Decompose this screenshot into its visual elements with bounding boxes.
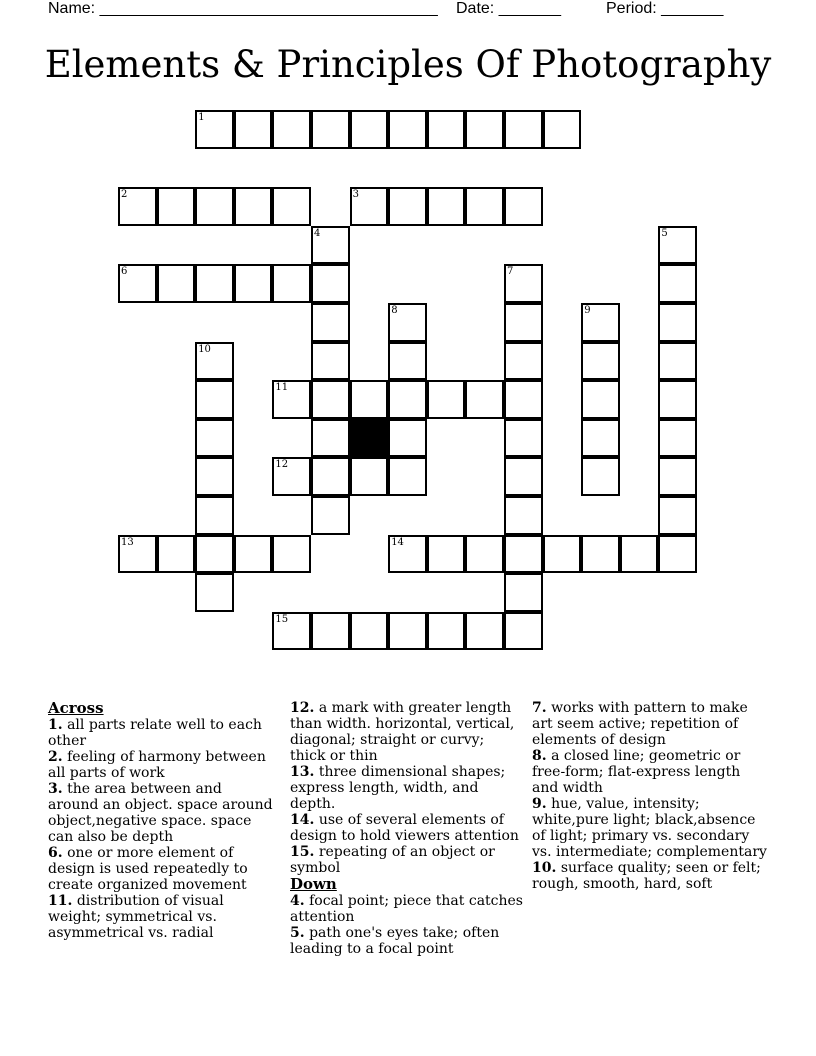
grid-cell[interactable] bbox=[388, 187, 427, 226]
grid-cell[interactable] bbox=[272, 187, 311, 226]
grid-cell[interactable] bbox=[350, 457, 389, 496]
clue-number-15: 15 bbox=[275, 613, 289, 625]
grid-cell[interactable] bbox=[311, 342, 350, 381]
date-field-label: Date: _______ bbox=[456, 0, 561, 17]
grid-cell[interactable] bbox=[543, 110, 582, 149]
clue-across-2: 2. feeling of harmony between all parts of work bbox=[48, 749, 266, 781]
grid-cell[interactable] bbox=[311, 496, 350, 535]
clue-down-9: 9. hue, value, intensity; white,pure light; black,absence of light; primary vs. secondary vs. intermediate; complementary bbox=[532, 796, 767, 860]
page-title: Elements & Principles Of Photography bbox=[44, 43, 772, 86]
grid-cell[interactable] bbox=[311, 303, 350, 342]
grid-cell[interactable] bbox=[504, 573, 543, 612]
grid-cell[interactable] bbox=[157, 264, 196, 303]
grid-cell[interactable] bbox=[311, 264, 350, 303]
grid-cell[interactable] bbox=[388, 380, 427, 419]
clues-column-3 bbox=[532, 700, 768, 892]
grid-cell[interactable] bbox=[388, 457, 427, 496]
grid-cell[interactable] bbox=[388, 612, 427, 651]
grid-cell[interactable] bbox=[388, 419, 427, 458]
clue-across-1: 1. all parts relate well to each other bbox=[48, 717, 262, 749]
period-field-label: Period: _______ bbox=[606, 0, 724, 17]
grid-cell[interactable] bbox=[350, 110, 389, 149]
grid-cell[interactable] bbox=[311, 612, 350, 651]
grid-cell[interactable] bbox=[195, 264, 234, 303]
grid-cell[interactable] bbox=[543, 535, 582, 574]
clue-number-6: 6 bbox=[121, 266, 128, 278]
grid-cell[interactable] bbox=[504, 419, 543, 458]
grid-cell[interactable] bbox=[465, 380, 504, 419]
grid-cell[interactable] bbox=[234, 187, 273, 226]
grid-cell[interactable] bbox=[504, 457, 543, 496]
grid-cell[interactable] bbox=[504, 303, 543, 342]
clue-number-9: 9 bbox=[584, 305, 591, 316]
grid-cell[interactable] bbox=[234, 535, 273, 574]
clue-number-7: 7 bbox=[507, 266, 514, 278]
grid-cell[interactable] bbox=[350, 612, 389, 651]
grid-cell[interactable] bbox=[311, 110, 350, 149]
grid-cell[interactable] bbox=[234, 264, 273, 303]
grid-cell[interactable] bbox=[465, 187, 504, 226]
across-heading: Across bbox=[48, 699, 104, 717]
grid-cell[interactable] bbox=[388, 110, 427, 149]
grid-cell[interactable] bbox=[581, 342, 620, 381]
clue-number-8: 8 bbox=[391, 305, 398, 316]
grid-cell[interactable] bbox=[504, 110, 543, 149]
grid-cell[interactable] bbox=[658, 419, 697, 458]
clue-down-4: 4. focal point; piece that catches attention bbox=[290, 893, 523, 925]
clue-number-13: 13 bbox=[121, 536, 134, 548]
grid-cell[interactable] bbox=[465, 110, 504, 149]
grid-cell[interactable] bbox=[388, 342, 427, 381]
grid-cell[interactable] bbox=[350, 380, 389, 419]
clue-down-8: 8. a closed line; geometric or free-form; flat-express length and width bbox=[532, 748, 741, 796]
grid-cell[interactable] bbox=[581, 535, 620, 574]
grid-cell[interactable] bbox=[195, 573, 234, 612]
grid-cell[interactable] bbox=[427, 535, 466, 574]
clue-down-7: 7. works with pattern to make art seem active; repetition of elements of design bbox=[532, 700, 748, 748]
clue-across-12: 12. a mark with greater length than width. horizontal, vertical, diagonal; straight or curvy; thick or thin bbox=[290, 700, 515, 764]
grid-cell[interactable] bbox=[195, 187, 234, 226]
grid-cell[interactable] bbox=[195, 535, 234, 574]
grid-cell[interactable] bbox=[465, 535, 504, 574]
grid-cell[interactable] bbox=[427, 380, 466, 419]
clues-column-2 bbox=[290, 700, 524, 957]
down-heading: Down bbox=[290, 875, 337, 893]
grid-cell[interactable] bbox=[157, 535, 196, 574]
clue-across-14: 14. use of several elements of design to hold viewers attention bbox=[290, 812, 519, 844]
grid-cell[interactable] bbox=[311, 380, 350, 419]
grid-cell[interactable] bbox=[581, 419, 620, 458]
clue-across-13: 13. three dimensional shapes; express length, width, and depth. bbox=[290, 764, 506, 812]
grid-cell[interactable] bbox=[234, 110, 273, 149]
grid-cell[interactable] bbox=[658, 380, 697, 419]
clue-across-6: 6. one or more element of design is used repeatedly to create organized movement bbox=[48, 845, 248, 893]
grid-cell[interactable] bbox=[311, 419, 350, 458]
grid-cell[interactable] bbox=[195, 496, 234, 535]
clue-down-5: 5. path one's eyes take; often leading to a focal point bbox=[290, 925, 500, 957]
clue-number-12: 12 bbox=[275, 459, 289, 471]
grid-cell[interactable] bbox=[504, 380, 543, 419]
grid-cell[interactable] bbox=[195, 457, 234, 496]
grid-cell[interactable] bbox=[504, 187, 543, 226]
clue-number-4: 4 bbox=[314, 227, 321, 239]
grid-cell[interactable] bbox=[157, 187, 196, 226]
grid-cell[interactable] bbox=[581, 380, 620, 419]
clue-number-11: 11 bbox=[275, 382, 289, 394]
grid-cell[interactable] bbox=[272, 110, 311, 149]
grid-cell[interactable] bbox=[658, 457, 697, 496]
clue-number-2: 2 bbox=[121, 189, 128, 201]
grid-cell[interactable] bbox=[504, 496, 543, 535]
name-field-label: Name: ______________________________________ bbox=[48, 0, 438, 17]
clue-down-10: 10. surface quality; seen or felt; rough, smooth, hard, soft bbox=[532, 860, 761, 892]
grid-cell[interactable] bbox=[311, 457, 350, 496]
clue-number-3: 3 bbox=[352, 189, 359, 201]
grid-cell[interactable] bbox=[427, 187, 466, 226]
grid-cell[interactable] bbox=[658, 535, 697, 574]
grid-cell[interactable] bbox=[658, 496, 697, 535]
grid-cell[interactable] bbox=[195, 419, 234, 458]
grid-cell[interactable] bbox=[620, 535, 659, 574]
clue-number-1: 1 bbox=[198, 112, 205, 123]
grid-cell[interactable] bbox=[504, 342, 543, 381]
clue-number-10: 10 bbox=[198, 343, 211, 355]
grid-cell[interactable] bbox=[465, 612, 504, 651]
clue-across-15: 15. repeating of an object or symbol bbox=[290, 844, 495, 876]
grid-cell[interactable] bbox=[581, 457, 620, 496]
grid-cell[interactable] bbox=[504, 535, 543, 574]
grid-cell[interactable] bbox=[504, 612, 543, 651]
grid-cell[interactable] bbox=[427, 110, 466, 149]
grid-cell[interactable] bbox=[658, 342, 697, 381]
grid-cell[interactable] bbox=[272, 264, 311, 303]
clues-column-1 bbox=[48, 700, 276, 941]
grid-cell[interactable] bbox=[195, 380, 234, 419]
clue-number-5: 5 bbox=[661, 227, 668, 239]
clue-across-11: 11. distribution of visual weight; symmetrical vs. asymmetrical vs. radial bbox=[48, 893, 224, 941]
grid-cell[interactable] bbox=[658, 264, 697, 303]
grid-cell[interactable] bbox=[272, 535, 311, 574]
blocked-cell bbox=[350, 419, 389, 458]
clue-across-3: 3. the area between and around an object. space around object,negative space. space can also be depth bbox=[48, 781, 273, 845]
clue-number-14: 14 bbox=[391, 536, 404, 548]
grid-cell[interactable] bbox=[658, 303, 697, 342]
grid-cell[interactable] bbox=[427, 612, 466, 651]
